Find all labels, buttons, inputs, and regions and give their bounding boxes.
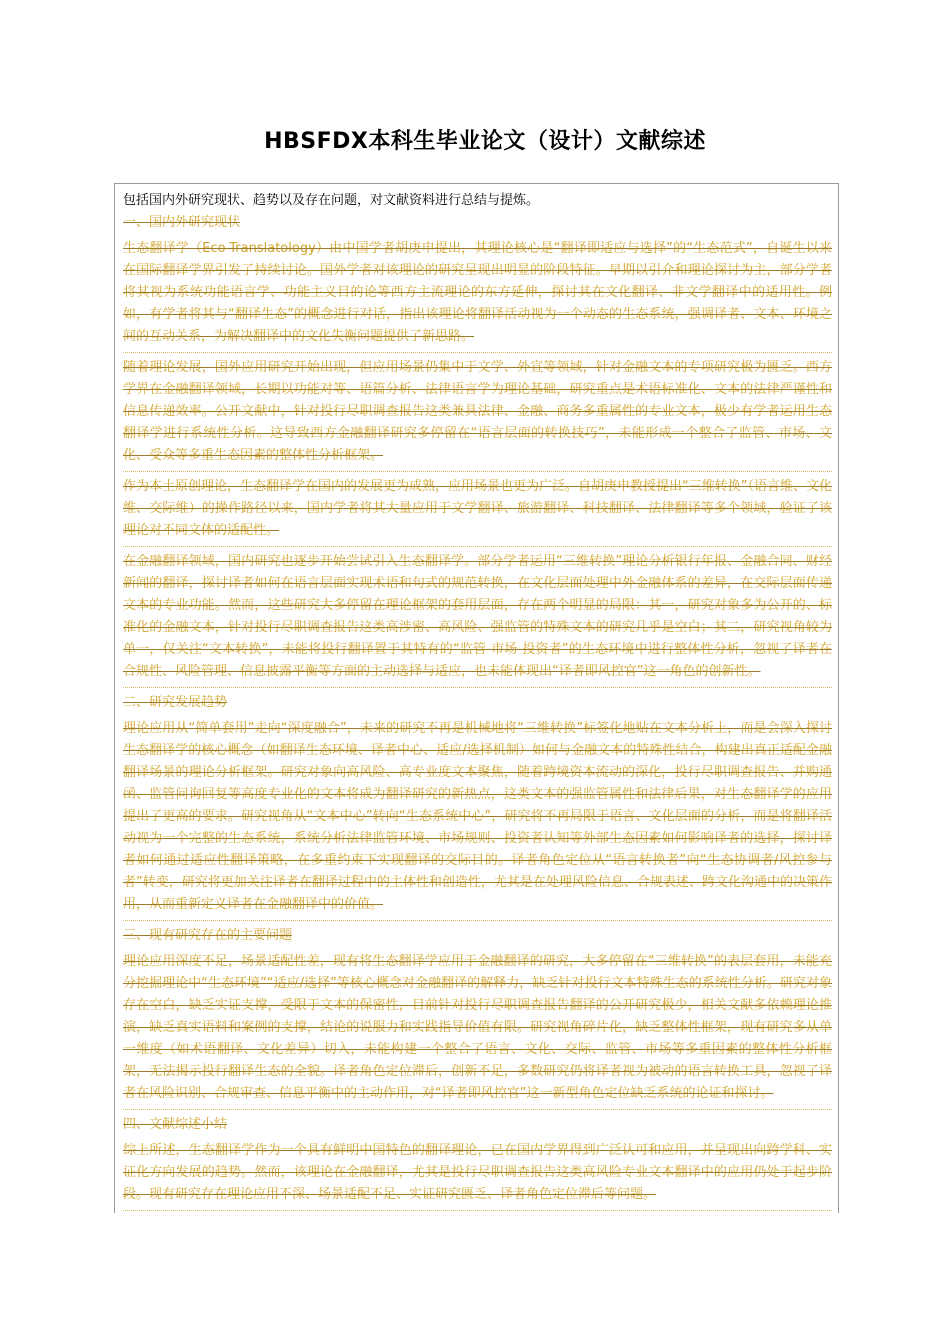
paragraph: 作为本土原创理论，生态翻译学在国内的发展更为成熟，应用场景也更为广泛。自胡庚申教授提出“三维转换”（语言维、文化维、交际维）的操作路径以来，国内学者将其大量应用于文学翻译、旅游翻译、科技翻译、法律翻译等多个领域，验证了该理论对不同文体的适配性。 [123, 476, 832, 547]
paragraph: 理论应用深度不足，场景适配性差，现有将生态翻译学应用于金融翻译的研究，大多停留在“三维转换”的表层套用，未能充分挖掘理论中“生态环境”“适应/选择”等核心概念对金融翻译的解释力，缺乏针对投行文本特殊生态的系统性分析。研究对象存在空白，缺乏实证支撑，受限于文本的保密性，目前针对投行尽职调查报告翻译的公开研究极少，相关文献多依赖理论推演，缺乏真实语料和案例的支撑，结论的说服力和实践指导价值有限。研究视角碎片化，缺乏整体性框架，现有研究多从单一维度（如术语翻译、文化差异）切入，未能构建一个整合了语言、文化、交际、监管、市场等多重因素的整体性分析框架，无法揭示投行翻译生态的全貌。译者角色定位滞后，创新不足，多数研究仍将译者视为被动的语言转换工具，忽视了译者在风险识别、合规审查、信息平衡中的主动作用，对“译者即风控官”这一新型角色定位缺乏系统的论证和探讨。 [123, 951, 832, 1110]
section-heading: 二、研究发展趋势 [123, 695, 228, 710]
review-content [115, 184, 832, 1211]
section-heading: 一、国内外研究现状 [123, 215, 241, 230]
section-heading: 四、文献综述小结 [123, 1117, 228, 1132]
paragraph: 理论应用从“简单套用”走向“深度融合”，未来的研究不再是机械地将“三维转换”标签化地贴在文本分析上，而是会深入探讨生态翻译学的核心概念（如翻译生态环境、译者中心、适应/选择机制）如何与金融文本的特殊性结合，构建出真正适配金融翻译场景的理论分析框架。研究对象向高风险、高专业度文本聚焦，随着跨境资本流动的深化，投行尽职调查报告、并购通函、监管问询回复等高度专业化的文本将成为翻译研究的新热点，这类文本的强监管属性和法律后果，对生态翻译学的应用提出了更高的要求。研究视角从“文本中心”转向“生态系统中心”，研究将不再局限于语言、文化层面的分析，而是将翻译活动视为一个完整的生态系统，系统分析法律监管环境、市场规则、投资者认知等外部生态因素如何影响译者的选择，探讨译者如何通过适应性翻译策略，在多重约束下实现翻译的交际目的。译者角色定位从“语言转换者”向“生态协调者/风控参与者”转变，研究将更加关注译者在翻译过程中的主体性和创造性，尤其是在处理风险信息、合规表述、跨文化沟通中的决策作用，从而重新定义译者在金融翻译中的价值。 [123, 718, 832, 921]
paragraph: 在金融翻译领域，国内研究也逐步开始尝试引入生态翻译学。部分学者运用“三维转换”理论分析银行年报、金融合同、财经新闻的翻译，探讨译者如何在语言层面实现术语和句式的规范转换，在文化层面处理中外金融体系的差异，在交际层面传递文本的专业功能。然而，这些研究大多停留在理论框架的套用层面，存在两个明显的局限：其一，研究对象多为公开的、标准化的金融文本，针对投行尽职调查报告这类高涉密、高风险、强监管的特殊文本的研究几乎是空白；其二，研究视角较为单一，仅关注“文本转换”，未能将投行翻译置于其特有的“监管-市场-投资者”的生态环境中进行整体性分析，忽视了译者在合规性、风险管理、信息披露平衡等方面的主动选择与适应，也未能体现出“译者即风控官”这一角色的创新性。 [123, 551, 832, 688]
paragraph: 综上所述，生态翻译学作为一个具有鲜明中国特色的翻译理论，已在国内学界得到广泛认可和应用，并呈现出向跨学科、实证化方向发展的趋势。然而，该理论在金融翻译，尤其是投行尽职调查报告这类高风险专业文本翻译中的应用仍处于起步阶段。现有研究存在理论应用不深、场景适配不足、实证研究匮乏、译者角色定位滞后等问题。 [123, 1140, 832, 1211]
intro-text: 包括国内外研究现状、趋势以及存在问题，对文献资料进行总结与提炼。 [123, 193, 540, 208]
review-content-box [114, 183, 839, 1213]
paragraph: 随着理论发展，国外应用研究开始出现，但应用场景仍集中于文学、外宣等领域，针对金融文本的专项研究极为匮乏。西方学界在金融翻译领域，长期以功能对等、语篇分析、法律语言学为理论基础，研究重点是术语标准化、文本的法律严谨性和信息传递效率。公开文献中，针对投行尽职调查报告这类兼具法律、金融、商务多重属性的专业文本，极少有学者运用生态翻译学进行系统性分析。这导致西方金融翻译研究多停留在“语言层面的转换技巧”，未能形成一个整合了监管、市场、文化、受众等多重生态因素的整体性分析框架。 [123, 357, 832, 472]
document-title: HBSFDX本科生毕业论文（设计）文献综述 [264, 129, 706, 154]
paragraph: 生态翻译学（Eco-Translatology）由中国学者胡庚申提出，其理论核心是“翻译即适应与选择”的“生态范式”，自诞生以来在国际翻译学界引发了持续讨论。国外学者对该理论的研究呈现出明显的阶段特征。早期以引介和理论探讨为主，部分学者将其视为系统功能语言学、功能主义目的论等西方主流理论的东方延伸，探讨其在文化翻译、非文学翻译中的适用性。例如，有学者将其与“翻译生态”的概念进行对话，指出该理论将翻译活动视为一个动态的生态系统，强调译者、文本、环境之间的互动关系，为解决翻译中的文化失衡问题提供了新思路。 [123, 238, 832, 353]
section-heading: 三、现有研究存在的主要问题 [123, 928, 293, 943]
